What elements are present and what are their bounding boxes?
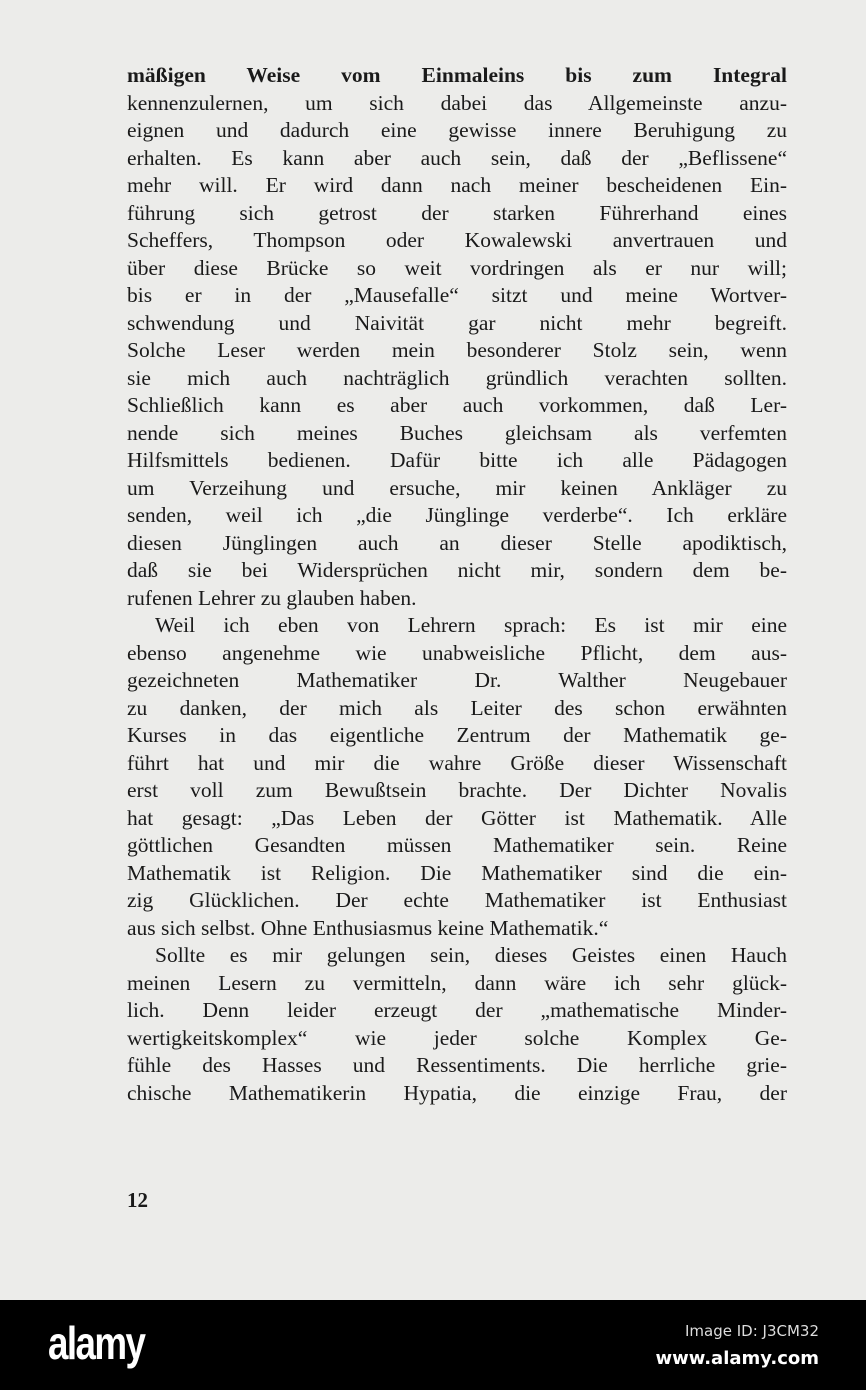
text-line: um Verzeihung und ersuche, mir keinen Ankläger zu xyxy=(127,475,787,500)
text-line: Solche Leser werden mein besonderer Stolz sein, wenn xyxy=(127,338,787,362)
site-url: www.alamy.com xyxy=(655,1348,819,1369)
alamy-logo: alamy xyxy=(48,1317,145,1369)
text-line: nende sich meines Buches gleichsam als verfemten xyxy=(127,420,787,445)
text-line: führt hat und mir die wahre Größe dieser Wissenschaft xyxy=(127,750,787,775)
text-line: Scheffers, Thompson oder Kowalewski anvertrauen und xyxy=(127,228,787,252)
text-line: Sollte es mir gelungen sein, dieses Geistes einen Hauch xyxy=(155,943,787,967)
text-line: göttlichen Gesandten müssen Mathematiker sein. Reine xyxy=(127,833,787,857)
text-line: meinen Lesern zu vermitteln, dann wäre ich sehr glück- xyxy=(127,970,787,995)
text-line: zu danken, der mich als Leiter des schon erwähnten xyxy=(127,695,787,720)
text-line: Weil ich eben von Lehrern sprach: Es ist mir eine xyxy=(155,613,787,637)
text-line: Hilfsmittels bedienen. Dafür bitte ich alle Pädagogen xyxy=(127,448,787,472)
text-line: fühle des Hasses und Ressentiments. Die herrliche grie- xyxy=(127,1053,787,1077)
text-line: kennenzulernen, um sich dabei das Allgemeinste anzu- xyxy=(127,90,787,115)
text-line: aus sich selbst. Ohne Enthusiasmus keine Mathematik.“ xyxy=(127,915,609,940)
text-line: mehr will. Er wird dann nach meiner bescheidenen Ein- xyxy=(127,173,787,197)
watermark-footer xyxy=(0,1300,866,1390)
text-line: mäßigen Weise vom Einmaleins bis zum Integral xyxy=(127,63,787,87)
text-line: hat gesagt: „Das Leben der Götter ist Mathematik. Alle xyxy=(127,805,787,830)
text-line: zig Glücklichen. Der echte Mathematiker ist Enthusiast xyxy=(127,888,787,912)
text-line: wertigkeitskomplex“ wie jeder solche Komplex Ge- xyxy=(127,1025,787,1050)
text-line: über diese Brücke so weit vordringen als er nur will; xyxy=(127,255,787,280)
text-line: führung sich getrost der starken Führerhand eines xyxy=(127,200,787,225)
text-line: erst voll zum Bewußtsein brachte. Der Dichter Novalis xyxy=(127,778,787,802)
text-line: daß sie bei Widersprüchen nicht mir, sondern dem be- xyxy=(127,558,787,582)
text-line: lich. Denn leider erzeugt der „mathematische Minder- xyxy=(127,998,787,1022)
text-line: eignen und dadurch eine gewisse innere Beruhigung zu xyxy=(127,118,787,142)
page-number: 12 xyxy=(127,1188,148,1212)
text-line: sie mich auch nachträglich gründlich verachten sollten. xyxy=(127,365,787,390)
text-line: chische Mathematikerin Hypatia, die einzige Frau, der xyxy=(127,1080,787,1105)
text-line: Mathematik ist Religion. Die Mathematiker sind die ein- xyxy=(127,860,787,885)
image-id: Image ID: J3CM32 xyxy=(684,1322,819,1340)
text-line: gezeichneten Mathematiker Dr. Walther Neugebauer xyxy=(127,668,787,692)
text-line: Kurses in das eigentliche Zentrum der Mathematik ge- xyxy=(127,723,787,747)
text-line: diesen Jünglingen auch an dieser Stelle apodiktisch, xyxy=(127,530,787,555)
text-line: erhalten. Es kann aber auch sein, daß der „Beflissene“ xyxy=(127,145,787,170)
text-line: rufenen Lehrer zu glauben haben. xyxy=(127,585,417,610)
text-line: ebenso angenehme wie unabweisliche Pflicht, dem aus- xyxy=(127,640,787,665)
text-line: bis er in der „Mausefalle“ sitzt und meine Wortver- xyxy=(127,283,787,307)
text-line: senden, weil ich „die Jünglinge verderbe“. Ich erkläre xyxy=(127,503,787,527)
text-line: Schließlich kann es aber auch vorkommen, daß Ler- xyxy=(127,393,787,417)
text-line: schwendung und Naivität gar nicht mehr begreift. xyxy=(127,310,787,335)
body-text xyxy=(127,62,787,1107)
